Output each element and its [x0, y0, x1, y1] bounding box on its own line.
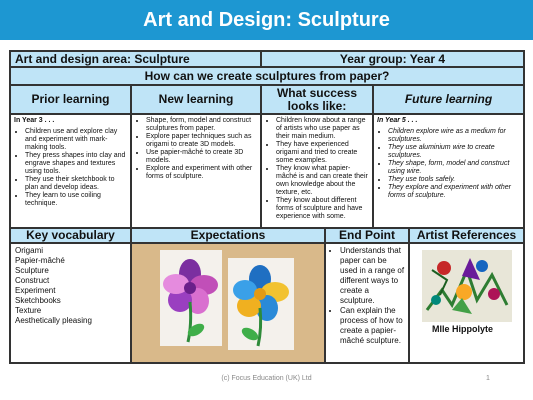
expectations-header: Expectations — [131, 228, 325, 243]
list-item: • Shape, form, model and construct sculptures from paper. — [146, 117, 257, 133]
prior-learning-body — [10, 114, 131, 228]
expectations-body — [131, 243, 325, 363]
endpoint-body — [325, 243, 409, 363]
list-item: • They press shapes into clay and engrave shapes and textures using tools. — [25, 152, 127, 176]
list-item: • They use aluminium wire to create sculptures. — [388, 144, 520, 160]
artist-header: Artist References — [409, 228, 524, 243]
list-item: • They know about different forms of sculpture and have experience with some. — [276, 197, 369, 221]
paper-flowers-photo — [132, 244, 324, 362]
page-title: Art and Design: Sculpture — [143, 9, 390, 31]
list-item: • They shape, form, model and construct using wire. — [388, 160, 520, 176]
success-header: What success looks like: — [261, 85, 373, 114]
artwork-image — [422, 250, 512, 322]
key-question: How can we create sculptures from paper? — [10, 67, 524, 85]
list-item: • They use their sketchbook to plan and develop ideas. — [25, 176, 127, 192]
future-year: In Year 5 . . . — [377, 117, 418, 124]
list-item: • Can explain the process of how to create a papier-mâché sculpture. — [340, 306, 405, 346]
vocab-body — [10, 243, 131, 363]
vocab-item: Aesthetically pleasing — [15, 316, 92, 325]
vocab-item: Texture — [15, 306, 42, 315]
vocab-item: Sculpture — [15, 266, 49, 275]
prior-learning-header: Prior learning — [10, 85, 131, 114]
vocab-item: Construct — [15, 276, 50, 285]
future-learning-header: Future learning — [373, 85, 524, 114]
list-item: • They have experienced origami and tried to create some examples. — [276, 141, 369, 165]
vocab-item: Papier-mâché — [15, 256, 65, 265]
success-body — [261, 114, 373, 228]
list-item: • They explore and experiment with other forms of sculpture. — [388, 184, 520, 200]
prior-year: In Year 3 . . . — [14, 117, 55, 124]
list-item: • Use papier-mâché to create 3D models. — [146, 149, 257, 165]
list-item: • Children know about a range of artists who use paper as their main medium. — [276, 117, 369, 141]
endpoint-header: End Point — [325, 228, 409, 243]
list-item: • Explore and experiment with other forms of sculpture. — [146, 165, 257, 181]
area-label: Art and design area: Sculpture — [10, 51, 261, 67]
list-item: • Children explore wire as a medium for sculptures. — [388, 128, 520, 144]
artist-body — [409, 243, 524, 363]
vocab-item: Sketchbooks — [15, 296, 61, 305]
year-group: Year group: Year 4 — [261, 51, 524, 67]
new-learning-body — [131, 114, 261, 228]
page-number: 1 — [486, 375, 490, 382]
new-learning-header: New learning — [131, 85, 261, 114]
list-item: • They know what papier-mâché is and can create their own knowledge about the texture, etc. — [276, 165, 369, 197]
future-learning-body — [373, 114, 524, 228]
vocab-item: Origami — [15, 246, 44, 255]
vocab-header: Key vocabulary — [10, 228, 131, 243]
list-item: • Explore paper techniques such as origami to create 3D models. — [146, 133, 257, 149]
list-item: • Children use and explore clay and experiment with mark-making tools. — [25, 128, 127, 152]
list-item: • They use tools safely. — [388, 176, 520, 184]
list-item: • They learn to use coiling technique. — [25, 192, 127, 208]
plan-table — [9, 50, 525, 364]
vocab-item: Experiment — [15, 286, 56, 295]
artist-caption: Mlle Hippolyte — [432, 324, 494, 334]
footer-copyright: (c) Focus Education (UK) Ltd — [221, 375, 312, 382]
list-item: • Understands that paper can be used in a range of different ways to create a sculpture. — [340, 246, 405, 306]
